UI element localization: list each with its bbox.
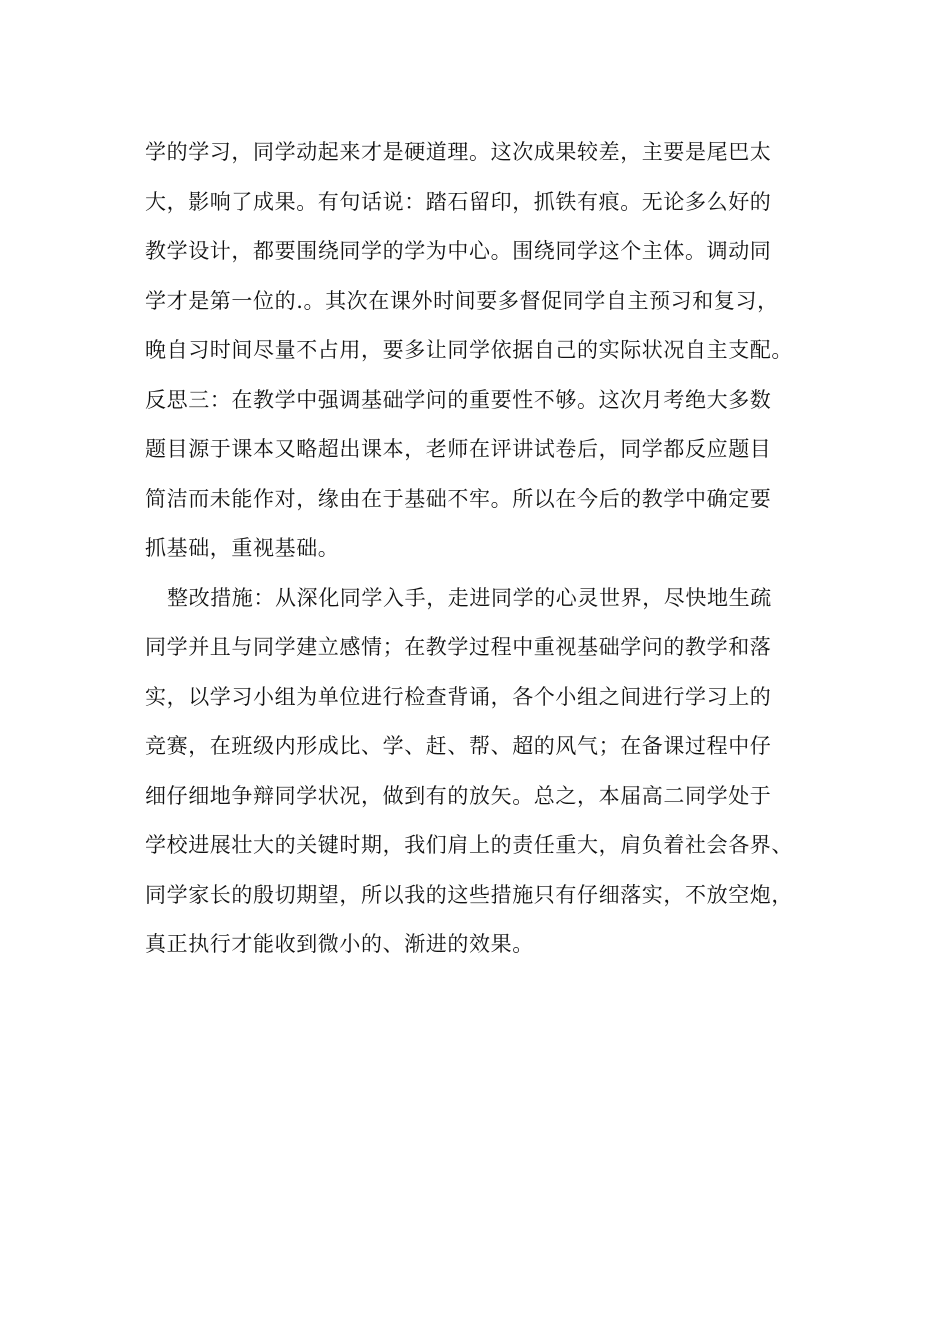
text-line-8: 简洁而未能作对，缘由在于基础不牢。所以在今后的教学中确定要 (145, 486, 772, 511)
text-line-15: 学校进展壮大的关键时期，我们肩上的责任重大，肩负着社会各界、 (145, 833, 793, 857)
text-line-2: 大，影响了成果。有句话说：踏石留印，抓铁有痕。无论多么好的 (145, 189, 772, 214)
text-line-6: 反思三：在教学中强调基础学问的重要性不够。这次月考绝大多数 (145, 387, 772, 412)
text-line-16: 同学家长的殷切期望，所以我的这些措施只有仔细落实，不放空炮， (145, 882, 793, 907)
text-line-11: 同学并且与同学建立感情；在教学过程中重视基础学问的教学和落 (145, 635, 772, 659)
text-line-9: 抓基础，重视基础。 (145, 536, 340, 560)
text-line-13: 竞赛，在班级内形成比、学、赶、帮、超的风气；在备课过程中仔 (145, 734, 772, 758)
text-line-5: 晚自习时间尽量不占用，要多让同学依据自己的实际状况自主支配。 (145, 338, 793, 362)
text-line-17: 真正执行才能收到微小的、渐进的效果。 (145, 932, 534, 956)
text-line-10: 整改措施：从深化同学入手，走进同学的心灵世界，尽快地生疏 (167, 585, 772, 610)
text-line-12: 实，以学习小组为单位进行检查背诵，各个小组之间进行学习上的 (145, 684, 772, 709)
text-line-7: 题目源于课本又略超出课本，老师在评讲试卷后，同学都反应题目 (145, 437, 772, 461)
text-line-1: 学的学习，同学动起来才是硬道理。这次成果较差，主要是尾巴太 (145, 140, 772, 164)
text-line-3: 教学设计，都要围绕同学的学为中心。围绕同学这个主体。调动同 (145, 239, 772, 263)
text-line-4: 学才是第一位的.。其次在课外时间要多督促同学自主预习和复习， (145, 288, 779, 313)
text-line-14: 细仔细地争辩同学状况，做到有的放矢。总之，本届高二同学处于 (145, 783, 772, 808)
body-text (145, 132, 845, 974)
